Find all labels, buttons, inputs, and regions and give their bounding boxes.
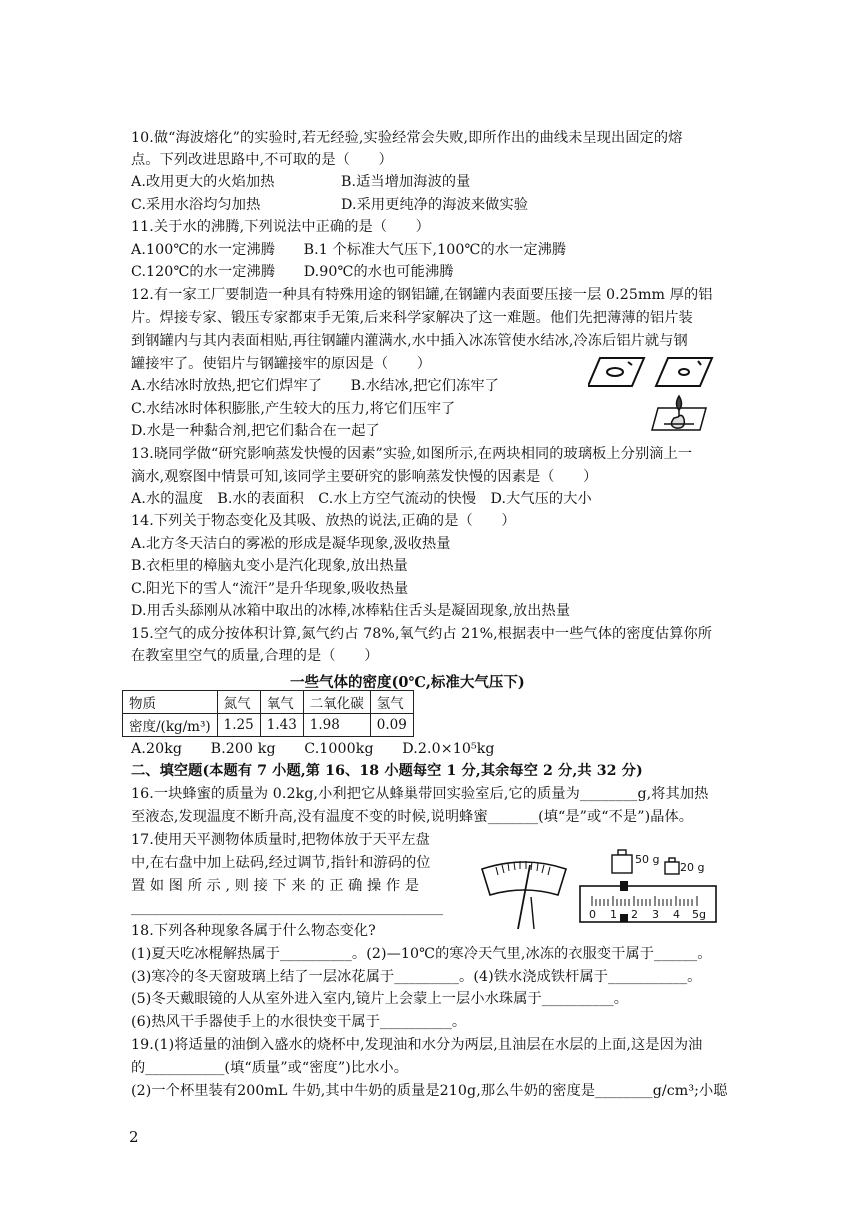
q13-line1: 13.晓同学做“研究影响蒸发快慢的因素”实验,如图所示,在两块相同的玻璃板上分别滴上一: [131, 446, 693, 462]
q18-sub-6: (6)热风干手器使手上的水很快变干属于__________。: [131, 1014, 467, 1030]
section-2-heading: 二、填空题(本题有 7 小题,第 16、18 小题每空 1 分,其余每空 2 分,共 32 分): [131, 763, 643, 779]
table-header-cell: 氢气: [370, 691, 413, 714]
q12-line2: 片。焊接专家、锻压专家都束手无策,后来科学家解决了这一难题。他们先把薄薄的铝片装: [131, 310, 693, 326]
table-cell: 1.43: [260, 714, 303, 737]
table-header-row: [123, 691, 414, 714]
weight-20g-label: 20 g: [680, 861, 705, 874]
q18-sub-1-2: (1)夏天吃冰棍解热属于__________。(2)—10℃的寒冷天气里,冰冻的衣服变干属于______。: [131, 946, 712, 962]
q18-stem: 18.下列各种现象各属于什么物态变化?: [131, 923, 376, 939]
q18-sub-5: (5)冬天戴眼镜的人从室外进入室内,镜片上会蒙上一层小水珠属于__________。: [131, 991, 628, 1007]
q12-option-d: D.水是一种黏合剂,把它们黏合在一起了: [131, 423, 380, 439]
table-row-label: 密度/(kg/m³): [123, 714, 218, 737]
alcohol-lamp-icon: [652, 396, 706, 430]
table-header-cell: 氮气: [217, 691, 260, 714]
q14-option-a: A.北方冬天洁白的雾凇的形成是凝华现象,汲收热量: [131, 536, 451, 552]
q16-line2: 至液态,发现温度不断升高,没有温度不变的时候,说明蜂蜜_______(填“是”或“不是”)晶体。: [131, 809, 694, 825]
q17-line1: 17.使用天平测物体质量时,把物体放于天平左盘: [131, 832, 430, 848]
rider-scale: [580, 881, 716, 922]
q13-options: A.水的温度 B.水的表面积 C.水上方空气流动的快慢 D.大气压的大小: [131, 491, 592, 507]
q10-line2: 点。下列改进思路中,不可取的是（ ）: [131, 152, 393, 168]
table-cell: 1.25: [217, 714, 260, 737]
table-header-cell: 二氧化碳: [303, 691, 370, 714]
gas-density-table: [122, 690, 414, 737]
q16-line1: 16.一块蜂蜜的质量为 0.2kg,小利把它从蜂巢带回实验室后,它的质量为________g,将其加热: [131, 786, 709, 802]
q15-line1: 15.空气的成分按体积计算,氮气约占 78%,氧气约占 21%,根据表中一些气体的密度估算你所: [131, 626, 713, 642]
scale-label: 2: [631, 908, 638, 921]
q12-option-c: C.水结冰时体积膨胀,产生较大的压力,将它们压牢了: [131, 401, 456, 417]
page-number: 2: [129, 1128, 139, 1146]
glass-plate-left: [588, 358, 644, 386]
table-row: [123, 714, 414, 737]
q10-option-d: D.采用更纯净的海波来做实验: [341, 197, 529, 213]
q15-options: A.20kg B.200 kg C.1000kg D.2.0×10⁵kg: [131, 741, 495, 757]
q13-line2: 滴水,观察图中情景可知,该同学主要研究的影响蒸发快慢的因素是（ ）: [131, 469, 598, 485]
q19-line3: (2)一个杯里装有200mL 牛奶,其中牛奶的质量是210g,那么牛奶的密度是________g/cm³;小聪: [131, 1083, 728, 1099]
table-cell: 0.09: [370, 714, 413, 737]
q14-option-d: D.用舌头舔刚从冰箱中取出的冰棒,冰棒粘住舌头是凝固现象,放出热量: [131, 603, 571, 619]
q14-stem: 14.下列关于物态变化及其吸、放热的说法,正确的是（ ）: [131, 513, 516, 529]
q19-line1: 19.(1)将适量的油倒入盛水的烧杯中,发现油和水分为两层,且油层在水层的上面,这是因为油: [131, 1037, 703, 1053]
q10-line1: 10.做“海波熔化”的实验时,若无经验,实验经常会失败,即所作出的曲线未呈现出固定的熔: [131, 130, 683, 146]
gas-density-table-title: 一些气体的密度(0℃,标准大气压下): [290, 674, 525, 691]
rider-top: [620, 881, 628, 891]
q11-stem: 11.关于水的沸腾,下列说法中正确的是（ ）: [131, 219, 430, 235]
table-header-cell: 氧气: [260, 691, 303, 714]
scale-label: 1: [610, 908, 617, 921]
q15-line2: 在教室里空气的质量,合理的是（ ）: [131, 648, 379, 664]
q11-options-cd: C.120℃的水一定沸腾 D.90℃的水也可能沸腾: [131, 264, 454, 280]
weight-50g-icon: [612, 850, 632, 873]
q19-line2: 的___________(填“质量”或“密度”)比水小。: [131, 1060, 408, 1076]
q18-sub-3-4: (3)寒冷的冬天窗玻璃上结了一层冰花属于_________。(4)铁水浇成铁杆属于___________。: [131, 969, 702, 985]
scale-label: 4: [673, 908, 680, 921]
weight-20g-icon: [665, 858, 679, 874]
table-header-cell: 物质: [123, 691, 218, 714]
q11-options-ab: A.100℃的水一定沸腾 B.1 个标准大气压下,100℃的水一定沸腾: [131, 242, 567, 258]
q12-line1: 12.有一家工厂要制造一种具有特殊用途的钢铝罐,在钢罐内表面要压接一层 0.25mm 厚的铝: [131, 287, 713, 303]
scale-label: 3: [652, 908, 659, 921]
q12-line4: 罐接牢了。使铝片与钢罐接牢的原因是（ ）: [131, 356, 432, 372]
q14-option-c: C.阳光下的雪人“流汗”是升华现象,吸收热量: [131, 581, 409, 597]
q12-line3: 到钢罐内与其内表面相贴,再往钢罐内灌满水,水中插入冰冻管使水结冰,冷冻后铝片就与钢: [131, 333, 688, 349]
glass-plate-right: [656, 358, 712, 386]
q10-option-b: B.适当增加海波的量: [341, 174, 471, 190]
evaporation-figure: [588, 352, 716, 440]
q12-options-ab: A.水结冰时放热,把它们焊牢了 B.水结冰,把它们冻牢了: [131, 378, 499, 394]
balance-pointer-figure: [478, 855, 570, 929]
scale-label: 0: [589, 908, 596, 921]
q10-option-c: C.采用水浴均匀加热: [131, 197, 261, 213]
table-cell: 1.98: [303, 714, 370, 737]
q17-line3: 置 如 图 所 示 , 则 接 下 来 的 正 确 操 作 是: [131, 878, 420, 894]
rider-bottom: [620, 914, 628, 922]
q10-option-a: A.改用更大的火焰加热: [131, 174, 275, 190]
q14-option-b: B.衣柜里的樟脑丸变小是汽化现象,放出热量: [131, 558, 408, 574]
weight-50g-label: 50 g: [635, 853, 660, 866]
q17-line2: 中,在右盘中加上砝码,经过调节,指针和游码的位: [131, 855, 431, 871]
q17-answer-blank: ____________________________________________: [131, 900, 444, 916]
weights-and-scale-figure: [578, 846, 718, 926]
scale-label: 5g: [692, 908, 706, 921]
